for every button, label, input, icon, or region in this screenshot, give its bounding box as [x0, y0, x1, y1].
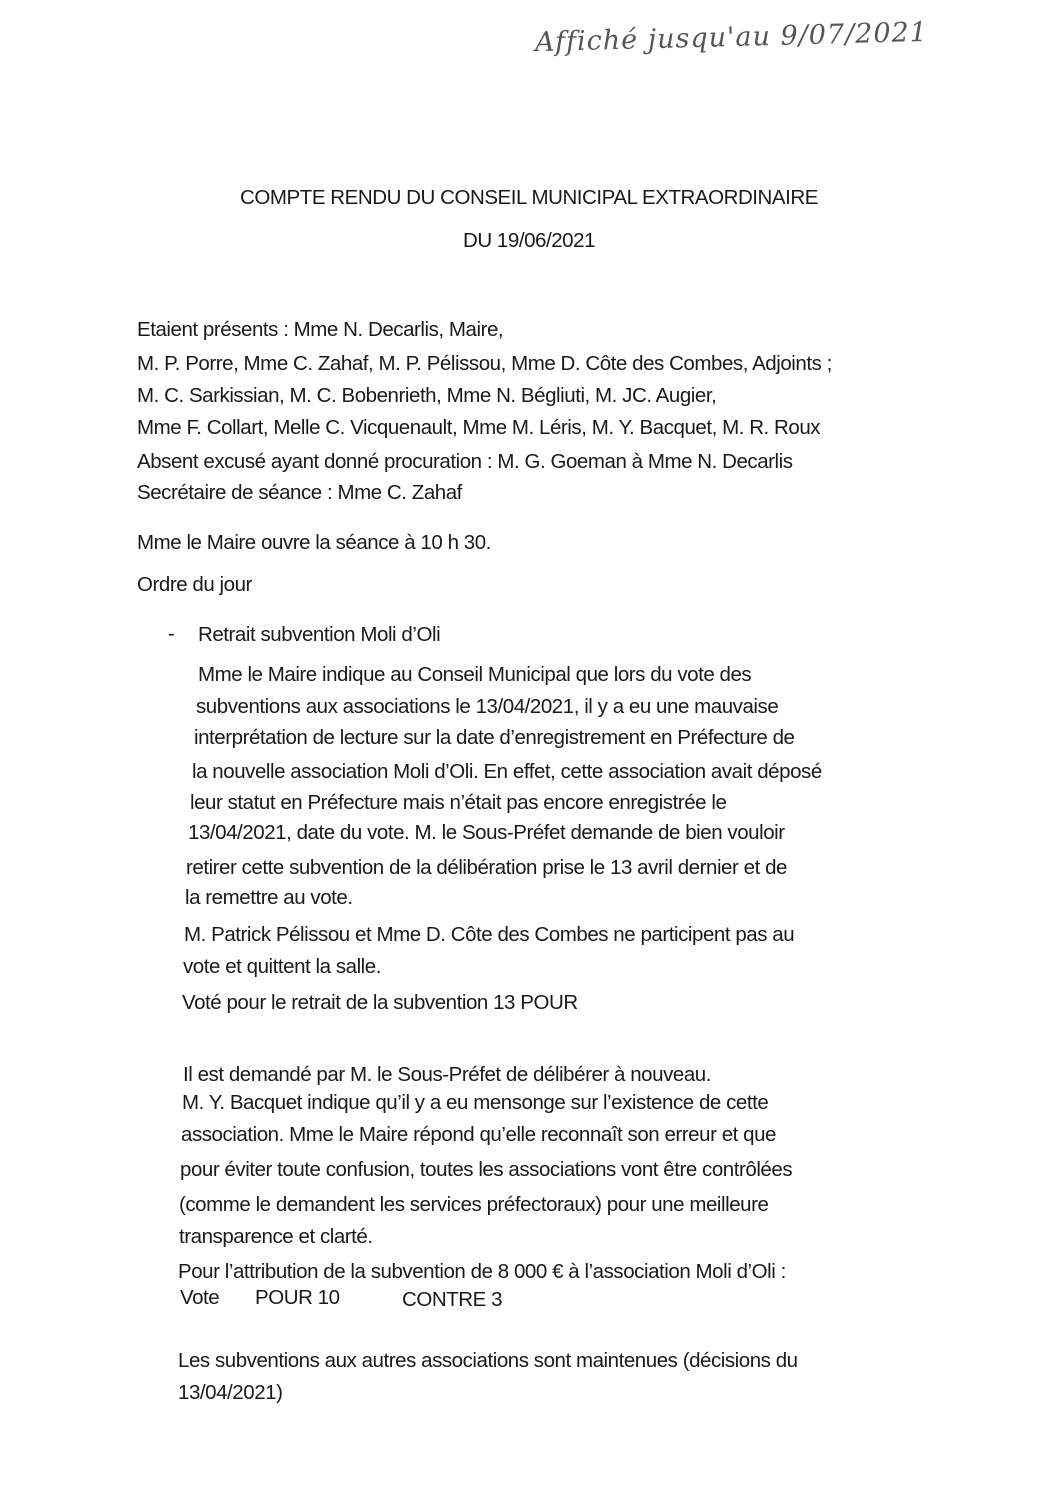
- document-title: COMPTE RENDU DU CONSEIL MUNICIPAL EXTRAORDINAIRE: [240, 186, 818, 209]
- paragraph-line: Pour l’attribution de la subvention de 8 000 € à l’association Moli d’Oli :: [178, 1260, 786, 1283]
- paragraph-line: 13/04/2021): [178, 1381, 283, 1404]
- agenda-item-title: Retrait subvention Moli d’Oli: [198, 623, 441, 646]
- bullet-dash: -: [168, 623, 175, 645]
- paragraph-line: la remettre au vote.: [185, 886, 353, 909]
- handwritten-annotation: Affiché jusqu'au 9/07/2021: [534, 16, 929, 59]
- paragraph-line: Les subventions aux autres associations sont maintenues (décisions du: [178, 1349, 798, 1372]
- paragraph-line: Il est demandé par M. le Sous-Préfet de délibérer à nouveau.: [183, 1063, 711, 1086]
- paragraph-line: leur statut en Préfecture mais n’était pas encore enregistrée le: [190, 791, 727, 814]
- attendance-line: M. P. Porre, Mme C. Zahaf, M. P. Pélissou, Mme D. Côte des Combes, Adjoints ;: [137, 352, 832, 375]
- paragraph-line: interprétation de lecture sur la date d’enregistrement en Préfecture de: [194, 726, 795, 749]
- paragraph-line: transparence et clarté.: [179, 1225, 373, 1248]
- agenda-heading: Ordre du jour: [137, 573, 252, 596]
- attendance-line: Absent excusé ayant donné procuration : M. G. Goeman à Mme N. Decarlis: [137, 450, 793, 473]
- paragraph-line: association. Mme le Maire répond qu’elle reconnaît son erreur et que: [181, 1123, 776, 1146]
- attendance-line: Mme F. Collart, Melle C. Vicquenault, Mme M. Léris, M. Y. Bacquet, M. R. Roux: [137, 416, 821, 439]
- paragraph-line: 13/04/2021, date du vote. M. le Sous-Préfet demande de bien vouloir: [188, 821, 785, 844]
- vote-contre: CONTRE 3: [402, 1288, 503, 1311]
- paragraph-line: la nouvelle association Moli d’Oli. En effet, cette association avait déposé: [192, 760, 822, 783]
- paragraph-line: pour éviter toute confusion, toutes les associations vont être contrôlées: [180, 1158, 793, 1181]
- attendance-line: Etaient présents : Mme N. Decarlis, Maire,: [137, 318, 504, 341]
- paragraph-line: M. Y. Bacquet indique qu’il y a eu mensonge sur l’existence de cette: [182, 1091, 769, 1114]
- opening-text: Mme le Maire ouvre la séance à 10 h 30.: [137, 531, 491, 554]
- document-date: DU 19/06/2021: [462, 229, 596, 252]
- vote-pour: POUR 10: [255, 1286, 340, 1309]
- paragraph-line: M. Patrick Pélissou et Mme D. Côte des Combes ne participent pas au: [184, 923, 795, 946]
- vote-label: Vote: [180, 1286, 220, 1309]
- paragraph-line: vote et quittent la salle.: [183, 955, 381, 978]
- paragraph-line: subventions aux associations le 13/04/2021, il y a eu une mauvaise: [196, 695, 779, 718]
- attendance-line: Secrétaire de séance : Mme C. Zahaf: [137, 481, 462, 504]
- paragraph-line: Mme le Maire indique au Conseil Municipal que lors du vote des: [198, 663, 752, 686]
- attendance-line: M. C. Sarkissian, M. C. Bobenrieth, Mme N. Bégliuti, M. JC. Augier,: [137, 384, 717, 407]
- paragraph-line: (comme le demandent les services préfectoraux) pour une meilleure: [179, 1193, 769, 1216]
- paragraph-line: retirer cette subvention de la délibération prise le 13 avril dernier et de: [186, 856, 787, 879]
- vote-result-line: Voté pour le retrait de la subvention 13 POUR: [182, 991, 578, 1014]
